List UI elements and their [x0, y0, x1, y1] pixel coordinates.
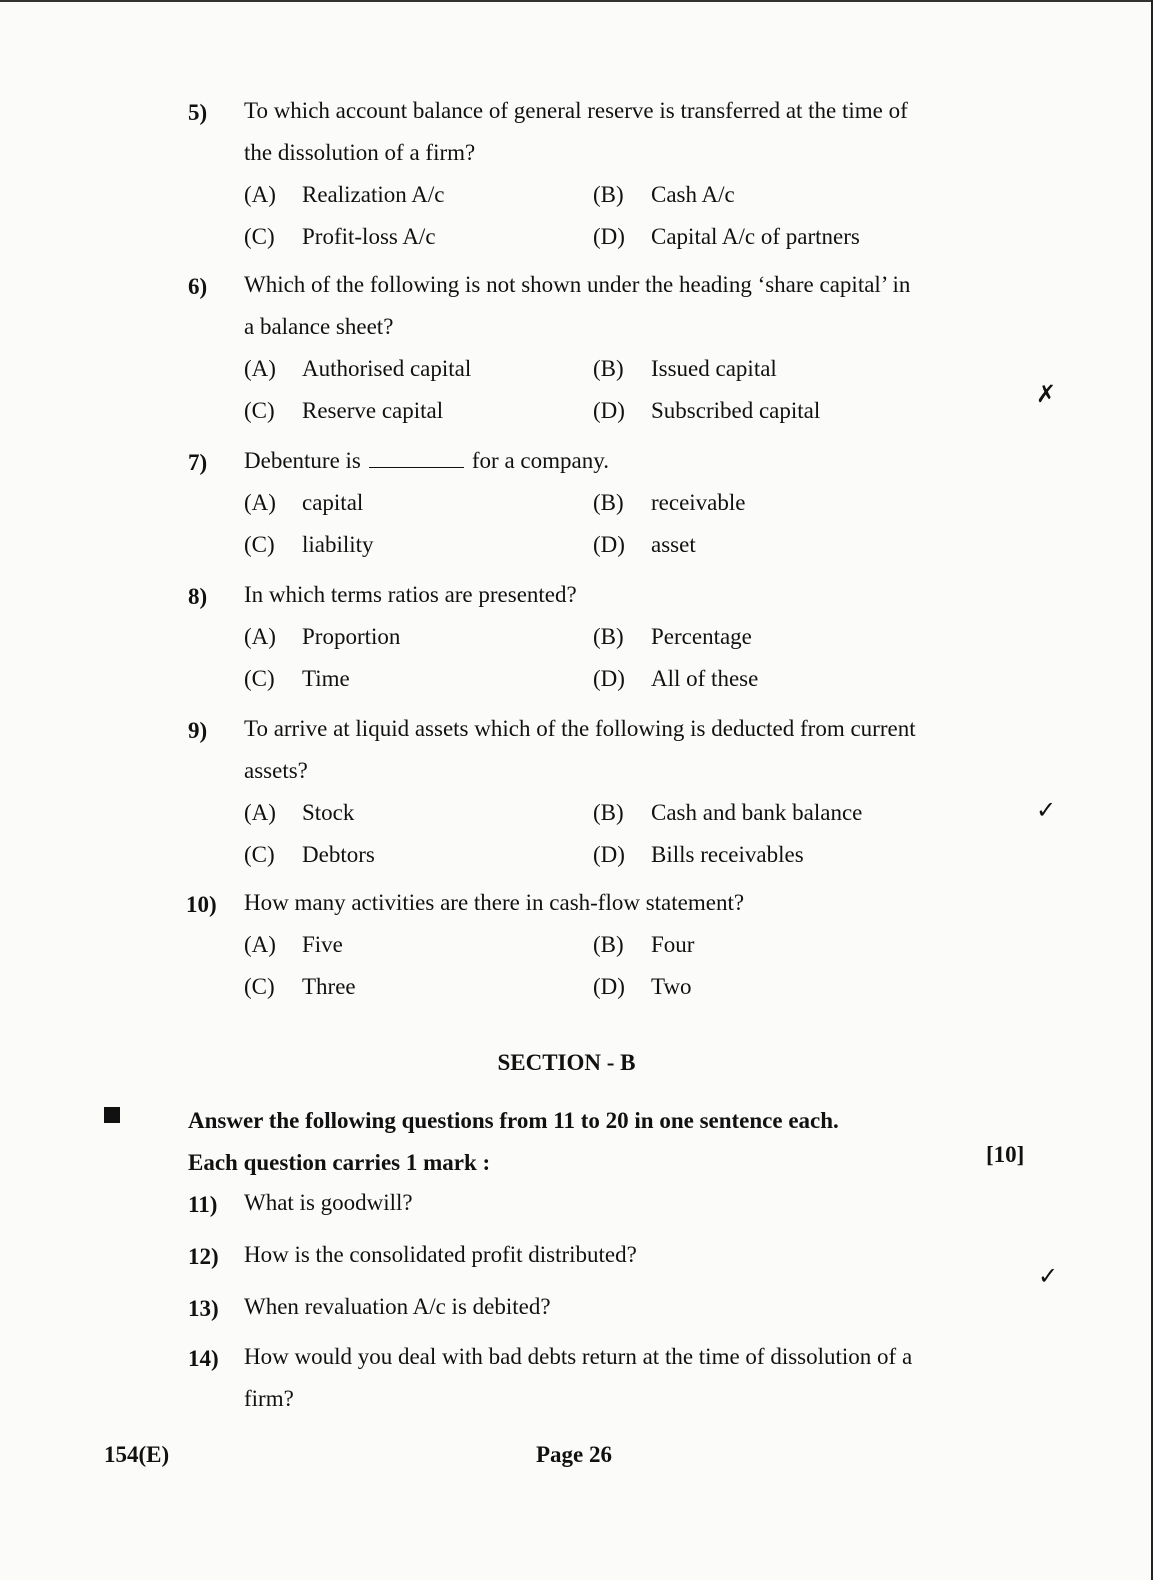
square-bullet-icon [104, 1107, 120, 1123]
section-title: SECTION - B [497, 1050, 636, 1075]
question-text: What is goodwill? [244, 1190, 413, 1215]
option-d: (D) Capital A/c of partners [593, 224, 860, 249]
option-c: (C) Reserve capital [244, 398, 444, 423]
option-a: (A) Five [244, 932, 343, 957]
option-c: (C) Profit-loss A/c [244, 224, 436, 249]
option-d: (D) Two [593, 974, 692, 999]
option-b: (B) Four [593, 932, 695, 957]
question-number: 5) [188, 100, 208, 125]
question-number: 9) [188, 718, 208, 743]
option-a: (A) Stock [244, 800, 355, 825]
question-number: 10) [186, 892, 217, 917]
question-text: When revaluation A/c is debited? [244, 1294, 551, 1319]
question-text: In which terms ratios are presented? [244, 582, 577, 607]
question-text: To which account balance of general reserve is transferred at the time of the dissolution of a firm? [244, 98, 908, 165]
question-text: Debenture is for a company. [244, 448, 609, 473]
question-number: 13) [188, 1296, 219, 1321]
question-number: 8) [188, 584, 208, 609]
option-a: (A) Proportion [244, 624, 401, 649]
option-d: (D) All of these [593, 666, 759, 691]
tick-mark-icon: ✗ [1036, 380, 1057, 408]
question-number: 11) [188, 1192, 218, 1217]
question-number: 6) [188, 274, 208, 299]
question-text: How is the consolidated profit distributed? [244, 1242, 637, 1267]
tick-mark-icon: ✓ [1038, 1262, 1059, 1290]
question-text: To arrive at liquid assets which of the following is deducted from current assets? [244, 716, 916, 783]
marks-badge: [10] [986, 1142, 1025, 1167]
option-b: (B) Issued capital [593, 356, 777, 381]
paper-code: 154(E) [104, 1442, 170, 1467]
option-b: (B) Percentage [593, 624, 752, 649]
top-border [0, 0, 1153, 2]
option-c: (C) Time [244, 666, 350, 691]
question-number: 14) [188, 1346, 219, 1371]
tick-mark-icon: ✓ [1036, 796, 1057, 824]
fill-blank [369, 449, 464, 468]
page-number: Page 26 [536, 1442, 613, 1467]
option-b: (B) Cash A/c [593, 182, 735, 207]
option-c: (C) Debtors [244, 842, 375, 867]
option-c: (C) liability [244, 532, 374, 557]
option-d: (D) asset [593, 532, 696, 557]
option-d: (D) Subscribed capital [593, 398, 821, 423]
question-text: How many activities are there in cash-flow statement? [244, 890, 745, 915]
option-a: (A) Realization A/c [244, 182, 445, 207]
option-b: (B) receivable [593, 490, 746, 515]
section-instruction: Answer the following questions from 11 to 20 in one sentence each. Each question carries 1 mark : [188, 1108, 839, 1175]
option-a: (A) capital [244, 490, 364, 515]
option-b: (B) Cash and bank balance [593, 800, 863, 825]
question-number: 7) [188, 450, 208, 475]
option-c: (C) Three [244, 974, 356, 999]
question-text: Which of the following is not shown under the heading ‘share capital’ in a balance sheet? [244, 272, 911, 339]
question-text: How would you deal with bad debts return at the time of dissolution of a firm? [244, 1344, 913, 1411]
option-d: (D) Bills receivables [593, 842, 804, 867]
option-a: (A) Authorised capital [244, 356, 472, 381]
question-number: 12) [188, 1244, 219, 1269]
